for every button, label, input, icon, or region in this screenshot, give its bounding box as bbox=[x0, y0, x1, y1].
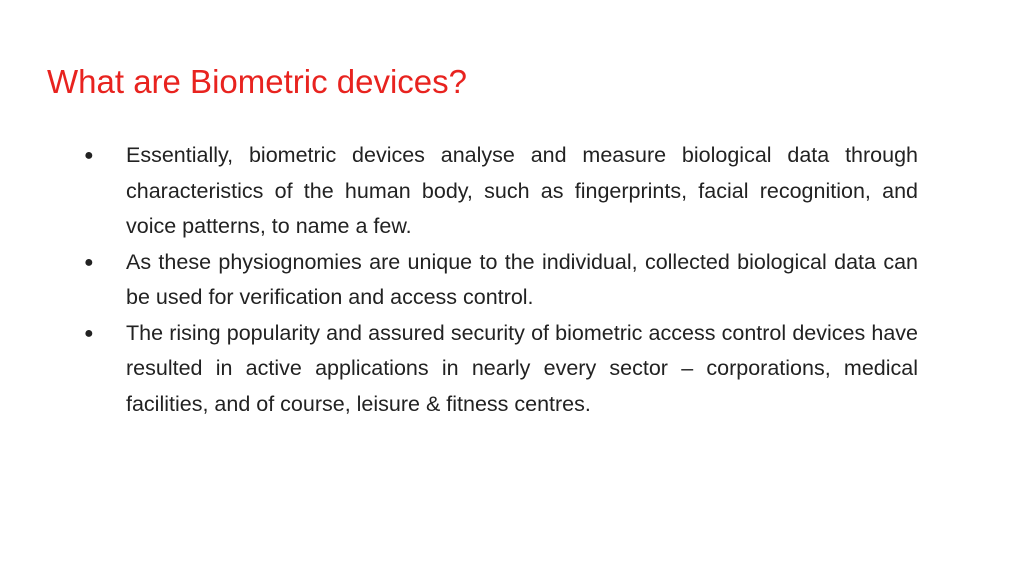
bullet-icon: ● bbox=[84, 147, 94, 164]
list-item bbox=[80, 245, 918, 316]
slide-title: What are Biometric devices? bbox=[47, 63, 467, 100]
bullet-list bbox=[80, 138, 918, 422]
bullet-text: The rising popularity and assured security of biometric access control devices have resulted in active applications in nearly every sector – corporations, medical facilities, and of course, leisure & fitness centres. bbox=[126, 320, 918, 416]
list-item bbox=[80, 138, 918, 245]
list-item bbox=[80, 316, 918, 423]
bullet-text: As these physiognomies are unique to the individual, collected biological data can be used for verification and access control. bbox=[126, 249, 918, 309]
bullet-icon: ● bbox=[84, 324, 94, 342]
bullet-text: Essentially, biometric devices analyse and measure biological data through characteristics of the human body, such as fingerprints, facial recognition, and voice patterns, to name a few. bbox=[126, 143, 918, 238]
bullet-icon: ● bbox=[84, 253, 94, 271]
